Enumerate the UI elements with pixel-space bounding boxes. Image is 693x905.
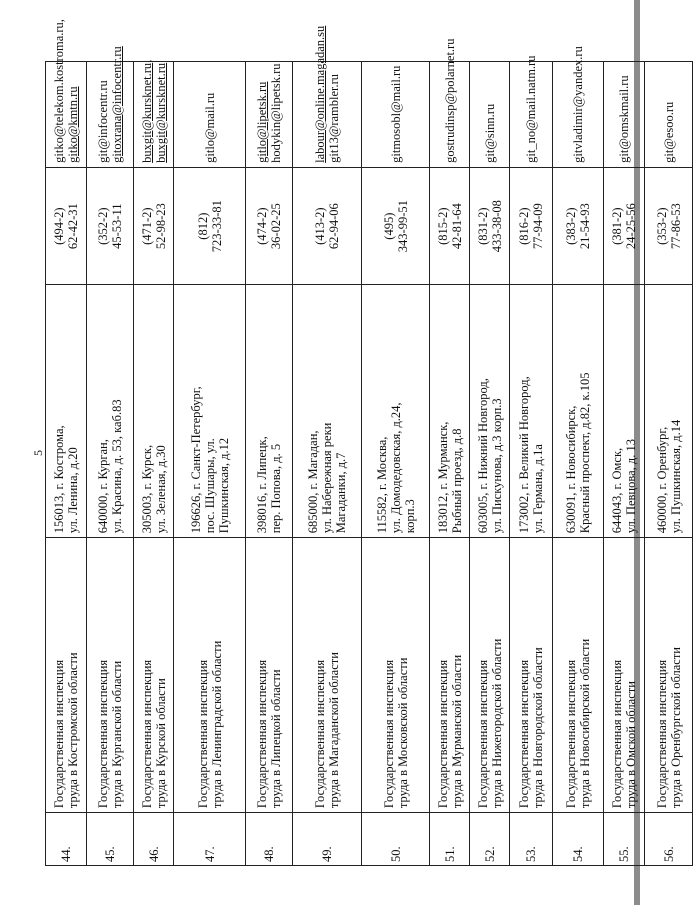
inspection-name <box>293 538 362 813</box>
inspection-name-line: Государственная инспекция <box>564 659 578 809</box>
email <box>293 25 362 168</box>
email <box>553 46 604 168</box>
phone <box>645 167 693 285</box>
email-line[interactable]: buxgit@kursknet.ru, <box>139 59 154 163</box>
inspection-name-line: труда в Омской области <box>624 681 638 809</box>
phone-line: (816-2) <box>517 207 531 245</box>
inspection-name <box>430 538 470 813</box>
phone <box>134 167 174 285</box>
phone <box>470 167 510 285</box>
inspection-name-line: Государственная инспекция <box>475 659 490 809</box>
email-line[interactable]: git@infocentr.ru <box>96 80 110 163</box>
email-line[interactable]: gitko@telekom.kostroma.ru, <box>52 19 66 163</box>
phone-line: 77-94-09 <box>531 203 545 250</box>
inspection-name-line: Государственная инспекция <box>435 659 450 809</box>
table-row <box>293 62 362 866</box>
phone-line: 62-94-06 <box>327 203 341 250</box>
inspection-name-line: труда в Московской области <box>395 657 410 809</box>
phone <box>174 167 246 285</box>
phone <box>510 167 553 285</box>
email-line[interactable]: hodykin@lipetsk.ru <box>269 63 283 163</box>
address <box>362 285 430 538</box>
inspection-name-line: труда в Новгородской области <box>531 647 545 809</box>
inspection-name-line: Государственная инспекция <box>255 659 269 809</box>
phone-line: 36-02-25 <box>269 203 283 250</box>
phone-line: 433-38-08 <box>489 200 504 253</box>
inspection-name-line: труда в Курганской области <box>110 660 124 809</box>
address-line: Рыбный проезд, д.8 <box>449 428 464 534</box>
inspection-name-line: Государственная инспекция <box>195 659 210 809</box>
inspection-name-line: труда в Магаданской области <box>327 652 341 809</box>
inspection-name-line: Государственная инспекция <box>139 659 154 809</box>
inspection-name-line: Государственная инспекция <box>381 659 396 809</box>
email <box>246 62 293 168</box>
row-number: 47. <box>174 813 246 866</box>
table-row <box>470 62 510 866</box>
row-number: 53. <box>510 813 553 866</box>
email <box>87 46 134 168</box>
address-line: ул. Красина, д. 53, каб.83 <box>110 399 124 534</box>
address <box>174 285 246 538</box>
phone-line: 723-33-81 <box>209 200 224 253</box>
inspection-name <box>510 538 553 813</box>
phone <box>293 167 362 285</box>
address-line: ул. Певцова, д. 13 <box>624 438 638 534</box>
row-number: 55. <box>604 813 645 866</box>
phone-line: 45-53-11 <box>110 203 124 249</box>
email-line[interactable]: gostrudinsp@polarnet.ru <box>442 38 457 163</box>
row-number: 44. <box>46 813 87 866</box>
phone <box>87 167 134 285</box>
table-row <box>246 62 293 866</box>
phone-line: (413-2) <box>313 207 327 245</box>
email <box>470 62 510 168</box>
email-line[interactable]: gitko@kmtn.ru <box>66 86 80 163</box>
address-line: Пушкинская, д.12 <box>216 437 231 534</box>
inspection-name <box>246 538 293 813</box>
email-line[interactable]: gitmosobl@mail.ru <box>388 65 403 163</box>
address-line: 173002, г. Великий Новгород, <box>517 376 531 534</box>
row-number: 50. <box>362 813 430 866</box>
phone-line: (831-2) <box>475 207 490 245</box>
address-line: Красный проспект, д.82, к.105 <box>578 372 592 534</box>
inspection-name-line: труда в Липецкой области <box>269 669 283 809</box>
inspection-name <box>553 538 604 813</box>
inspection-name <box>470 538 510 813</box>
inspection-name <box>604 538 645 813</box>
address-line: ул. Набережная реки <box>320 422 334 534</box>
phone-line: (474-2) <box>255 207 269 245</box>
address-line: ул. Ленина, д.20 <box>66 447 80 534</box>
email-line[interactable]: labour@online.magadan.su <box>313 25 327 163</box>
address <box>645 285 693 538</box>
phone-line: (815-2) <box>435 207 450 245</box>
address-line: 196626, г. Санкт-Петербург, <box>188 386 203 534</box>
page-number: 5 <box>31 450 45 456</box>
inspection-name <box>46 538 87 813</box>
table-row <box>645 62 693 866</box>
email-line[interactable]: gitlo@mail.ru <box>202 92 217 163</box>
email-line[interactable]: git@omskmail.ru <box>617 75 631 163</box>
phone-line: (353-2) <box>654 207 669 245</box>
address-line: 305003, г. Курск, <box>139 444 154 534</box>
table-row <box>430 62 470 866</box>
table-body <box>46 19 693 866</box>
address-line: ул. Пушкинская, д.14 <box>668 419 683 534</box>
address-line: 630091, г. Новосибирск, <box>564 405 578 534</box>
phone-line: (383-2) <box>564 207 578 245</box>
address <box>46 285 87 538</box>
address-line: ул. Пискунова, д.3 корп.3 <box>489 398 504 534</box>
inspection-name-line: труда в Мурманской области <box>449 654 464 809</box>
table-row <box>362 62 430 866</box>
row-number: 52. <box>470 813 510 866</box>
address <box>510 285 553 538</box>
address-line: 640000, г. Курган, <box>96 439 110 534</box>
phone <box>553 167 604 285</box>
phone-line: 21-54-93 <box>578 203 592 250</box>
phone-line: 24-25-56 <box>624 203 638 250</box>
inspection-name-line: труда в Нижегородской области <box>489 638 504 809</box>
row-number: 49. <box>293 813 362 866</box>
phone <box>246 167 293 285</box>
inspection-name-line: Государственная инспекция <box>96 659 110 809</box>
address <box>604 285 645 538</box>
inspection-name-line: Государственная инспекция <box>610 659 624 809</box>
email-line[interactable]: git@esoo.ru <box>661 101 676 163</box>
table-row <box>134 62 174 866</box>
table-row <box>510 62 553 866</box>
email-line[interactable]: git@sinn.ru <box>482 103 497 163</box>
address <box>246 285 293 538</box>
row-number: 48. <box>246 813 293 866</box>
inspection-name-line: Государственная инспекция <box>654 659 669 809</box>
row-number: 54. <box>553 813 604 866</box>
table-row <box>46 62 87 866</box>
address <box>553 285 604 538</box>
address <box>430 285 470 538</box>
address-line: 685000, г. Магадан, <box>306 430 320 534</box>
inspection-name <box>134 538 174 813</box>
table-row <box>174 62 246 866</box>
row-number: 45. <box>87 813 134 866</box>
email-line[interactable]: gitoxrana@infocentr.ru <box>110 46 124 163</box>
inspection-name-line: труда в Ленинградской области <box>209 640 224 809</box>
table-row <box>87 62 134 866</box>
inspection-name-line: труда в Оренбургской области <box>668 647 683 809</box>
address-line: 115582, г. Москва, <box>374 436 389 534</box>
address-line: 156013, г. Кострома, <box>52 425 66 534</box>
email-line[interactable]: gitlo@lipetsk.ru <box>255 81 269 163</box>
email <box>46 19 87 168</box>
phone-line: 77-86-53 <box>668 203 683 250</box>
phone <box>604 167 645 285</box>
email-line[interactable]: git13@rambler.ru <box>327 73 341 163</box>
table-row <box>553 62 604 866</box>
address-line: 644043, г. Омск, <box>610 447 624 534</box>
email <box>510 55 553 168</box>
phone-line: (381-2) <box>610 207 624 245</box>
phone <box>362 167 430 285</box>
address-line: ул. Домодедовская, д.24, <box>388 402 403 534</box>
address-line: корп.3 <box>402 499 417 534</box>
address <box>293 285 362 538</box>
email <box>430 38 470 168</box>
address <box>87 285 134 538</box>
inspection-name <box>362 538 430 813</box>
address-line: 603005, г. Нижний Новгород, <box>475 378 490 534</box>
phone-line: (494-2) <box>52 207 66 245</box>
address-line: ул. Германа, д.1а <box>531 444 545 534</box>
inspection-name <box>645 538 693 813</box>
inspection-name-line: труда в Курской области <box>153 678 168 809</box>
address-line: Магаданки, д.7 <box>334 452 348 534</box>
email-line[interactable]: git_no@mail.natm.ru <box>524 55 538 163</box>
phone <box>46 167 87 285</box>
phone-line: 62-42-31 <box>66 203 80 250</box>
row-number: 51. <box>430 813 470 866</box>
address-line: 183012, г. Мурманск, <box>435 421 450 534</box>
labor-inspection-contacts-table <box>45 19 693 866</box>
phone <box>430 167 470 285</box>
table-row <box>604 62 645 866</box>
phone-line: (495) <box>381 212 396 240</box>
phone-line: (471-2) <box>139 207 154 245</box>
row-number: 56. <box>645 813 693 866</box>
inspection-name-line: Государственная инспекция <box>313 659 327 809</box>
inspection-name-line: труда в Новосибирской области <box>578 638 592 809</box>
inspection-name-line: Государственная инспекция <box>517 659 531 809</box>
address <box>134 285 174 538</box>
email <box>362 62 430 168</box>
address-line: ул. Зеленая, д.30 <box>153 445 168 534</box>
address-line: пер. Попова, д. 5 <box>269 443 283 534</box>
inspection-table-wrapper <box>45 19 683 866</box>
address-line: 460000, г. Оренбург, <box>654 426 669 534</box>
email-line[interactable]: buxgit@kursknet.ru <box>153 62 168 163</box>
row-number: 46. <box>134 813 174 866</box>
phone-line: (812) <box>195 212 210 240</box>
inspection-name-line: Государственная инспекция <box>52 659 66 809</box>
phone-line: 52-98-23 <box>153 203 168 250</box>
phone-line: 42-81-64 <box>449 203 464 250</box>
address <box>470 285 510 538</box>
address-line: пос. Шушары, ул. <box>202 438 217 534</box>
email <box>604 62 645 168</box>
phone-line: (352-2) <box>96 207 110 245</box>
inspection-name-line: труда в Костромской области <box>66 652 80 809</box>
address-line: 398016, г. Липецк, <box>255 436 269 534</box>
inspection-name <box>87 538 134 813</box>
email <box>134 59 174 168</box>
inspection-name <box>174 538 246 813</box>
phone-line: 343-99-51 <box>395 200 410 253</box>
email-line[interactable]: gitvladimir@yandex.ru <box>571 46 585 163</box>
email <box>645 62 693 168</box>
email <box>174 62 246 168</box>
